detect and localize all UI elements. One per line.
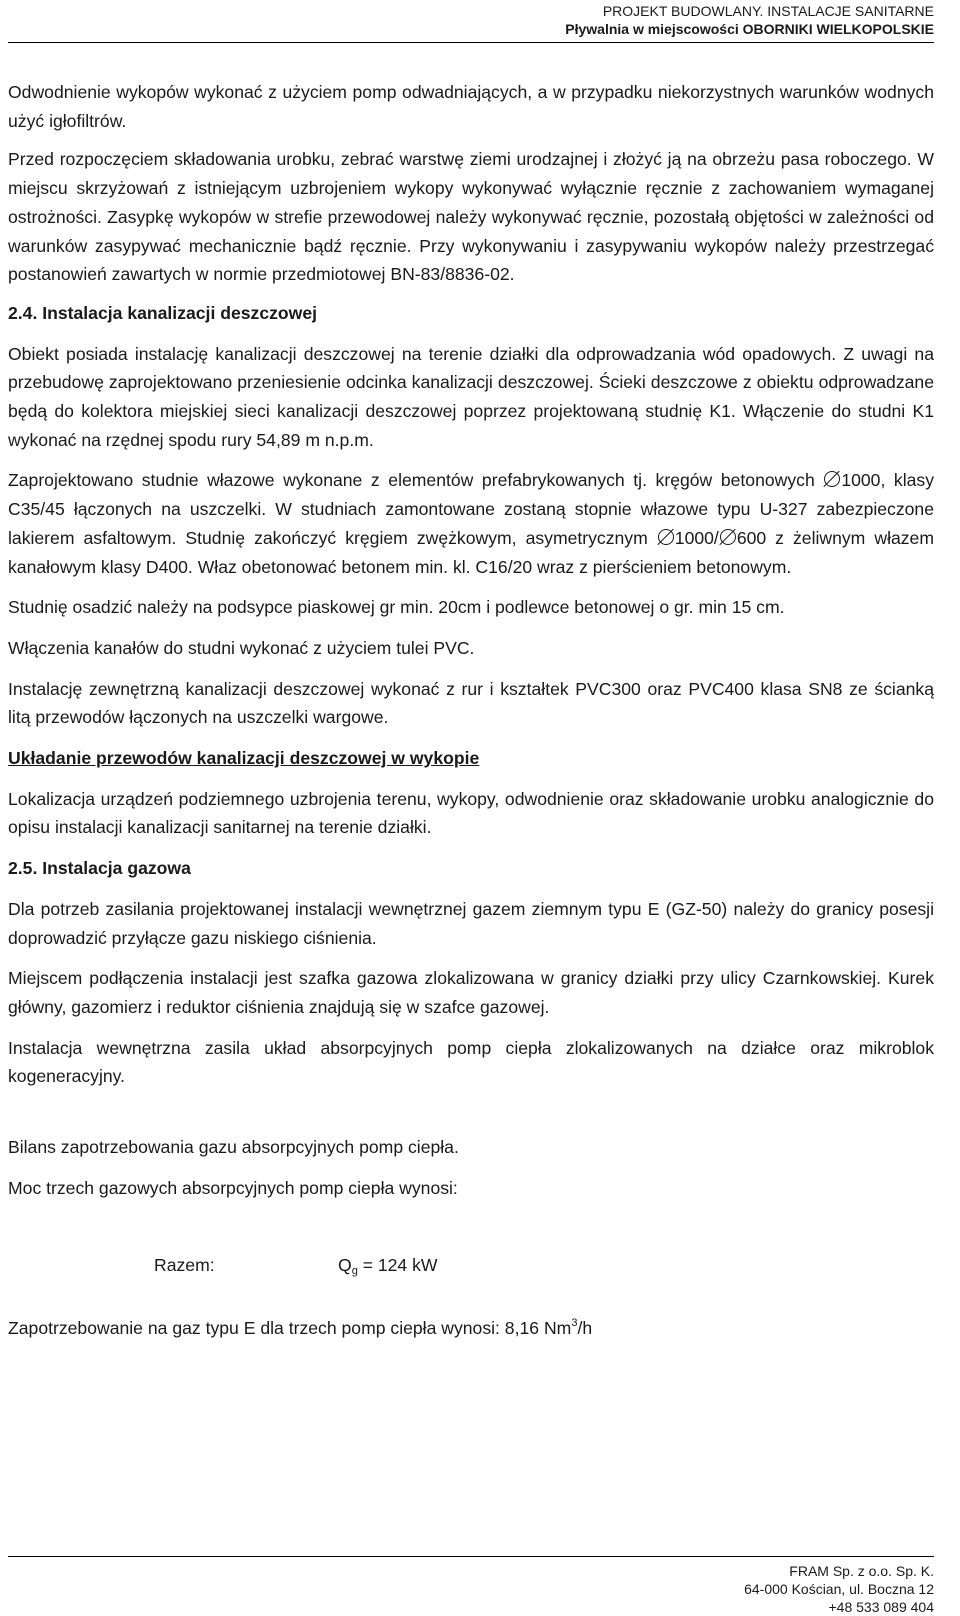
paragraph-external-installation: Instalację zewnętrzną kanalizacji deszczowej wykonać z rur i kształtek PVC300 oraz PVC400 klasa SN8 ze ścianką litą przewodów łączonych na uszczelki wargowe. [8, 678, 934, 728]
manholes-text-2: 1000, klasy C35/45 łączonych na uszczelki. W studniach zamontowane zostaną stopnie włazowe typu U-327 zabezpieczone lakierem asfaltowym. Studnię zakończyć kręgiem zwężkowym, asymetrycznym [8, 470, 934, 548]
header-project-location: Pływalnia w miejscowości OBORNIKI WIELKOPOLSKIE [565, 21, 934, 37]
manholes-text-1: Zaprojektowano studnie włazowe wykonane z elementów prefabrykowanych tj. kręgów betonowych [8, 470, 824, 491]
heading-gas-installation: 2.5. Instalacja gazowa [8, 858, 191, 879]
document-body [8, 78, 934, 1342]
diameter-icon [719, 528, 737, 546]
paragraph-pipe-laying: Lokalizacja urządzeń podziemnego uzbrojenia terenu, wykopy, odwodnienie oraz składowanie urobku analogicznie do opisu instalacji kanalizacji sanitarnej na terenie działki. [8, 788, 934, 838]
footer-phone: +48 533 089 404 [828, 1599, 934, 1615]
paragraph-gas-balance: Bilans zapotrzebowania gazu absorpcyjnych pomp ciepła. [8, 1137, 459, 1158]
diameter-icon [657, 528, 675, 546]
formula-total-power [8, 1251, 934, 1281]
paragraph-dewatering: Odwodnienie wykopów wykonać z użyciem pomp odwadniających, a w przypadku niekorzystnych warunków wodnych użyć igłofiltrów. [8, 82, 934, 131]
paragraph-manhole-bedding: Studnię osadzić należy na podsypce piaskowej gr min. 20cm i podlewce betonowej o gr. min 15 cm. [8, 597, 785, 618]
heading-storm-sewer: 2.4. Instalacja kanalizacji deszczowej [8, 302, 318, 323]
diameter-icon [823, 470, 841, 488]
formula-value: $Q_g = 124$ kW [338, 1254, 438, 1277]
footer-company: FRAM Sp. z o.o. Sp. K. [789, 1563, 934, 1579]
footer-divider [8, 1556, 934, 1557]
paragraph-manholes [8, 466, 934, 581]
page-header [565, 2, 934, 38]
subheading-pipe-laying: Układanie przewodów kanalizacji deszczowej w wykopie [8, 748, 480, 769]
footer-address: 64-000 Kościan, ul. Boczna 12 [744, 1581, 934, 1597]
header-divider [8, 42, 934, 43]
header-project-title: PROJEKT BUDOWLANY. INSTALACJE SANITARNE [602, 3, 934, 19]
paragraph-gas-connection: Miejscem podłączenia instalacji jest szafka gazowa zlokalizowana w granicy działki przy ulicy Czarnkowskiej. Kurek główny, gazomierz i reduktor ciśnienia znajdują się w szafce gazowej. [8, 968, 934, 1017]
manholes-text-3: 1000/ [674, 527, 719, 548]
paragraph-heat-pump-power: Moc trzech gazowych absorpcyjnych pomp ciepła wynosi: [8, 1177, 458, 1198]
paragraph-excavation: Przed rozpoczęciem składowania urobku, zebrać warstwę ziemi urodzajnej i złożyć ją na obrzeżu pasa roboczego. W miejscu skrzyżowań z istniejącym uzbrojeniem wykopy wykonywać wyłącznie ręcznie z zachowaniem wymaganej ostrożności. Zasypkę wykopów w strefie przewodowej należy wykonywać ręcznie, pozostałą objętości w zależności od warunków zasypywać mechanicznie bądź ręcznie. Przy wykonywaniu i zasypywaniu wykopów należy przestrzegać postanowień zawartych w normie przedmiotowej BN-83/8836-02. [8, 149, 934, 285]
paragraph-gas-supply: Dla potrzeb zasilania projektowanej instalacji wewnętrznej gazem ziemnym typu E (GZ-50) należy do granicy posesji doprowadzić przyłącze gazu niskiego ciśnienia. [8, 898, 934, 948]
paragraph-pvc-sleeves: Włączenia kanałów do studni wykonać z użyciem tulei PVC. [8, 637, 475, 658]
page-footer [744, 1562, 934, 1616]
formula-label: Razem: [154, 1254, 215, 1275]
paragraph-storm-sewer-description: Obiekt posiada instalację kanalizacji deszczowej na terenie działki dla odprowadzania wód opadowych. Z uwagi na przebudowę zaprojektowano przeniesienie odcinka kanalizacji deszczowej. Ścieki deszczowe z obiektu odprowadzane będą do kolektora miejskiej sieci kanalizacji deszczowej poprzez projektowaną studnię K1. Włączenie do studni K1 wykonać na rzędnej spodu rury 54,89 m n.p.m. [8, 343, 934, 450]
manholes-text-4: 600 z żeliwnym włazem kanałowym klasy D400. Właz obetonować betonem min. kl. C16/20 wraz z pierścieniem betonowym. [8, 527, 934, 577]
paragraph-gas-demand: Zapotrzebowanie na gaz typu E dla trzech pomp ciepła wynosi: 8,16 Nm$^3$/h [8, 1316, 593, 1338]
paragraph-gas-consumers: Instalacja wewnętrzna zasila układ absorpcyjnych pomp ciepła zlokalizowanych na działce oraz mikroblok kogeneracyjny. [8, 1037, 934, 1087]
